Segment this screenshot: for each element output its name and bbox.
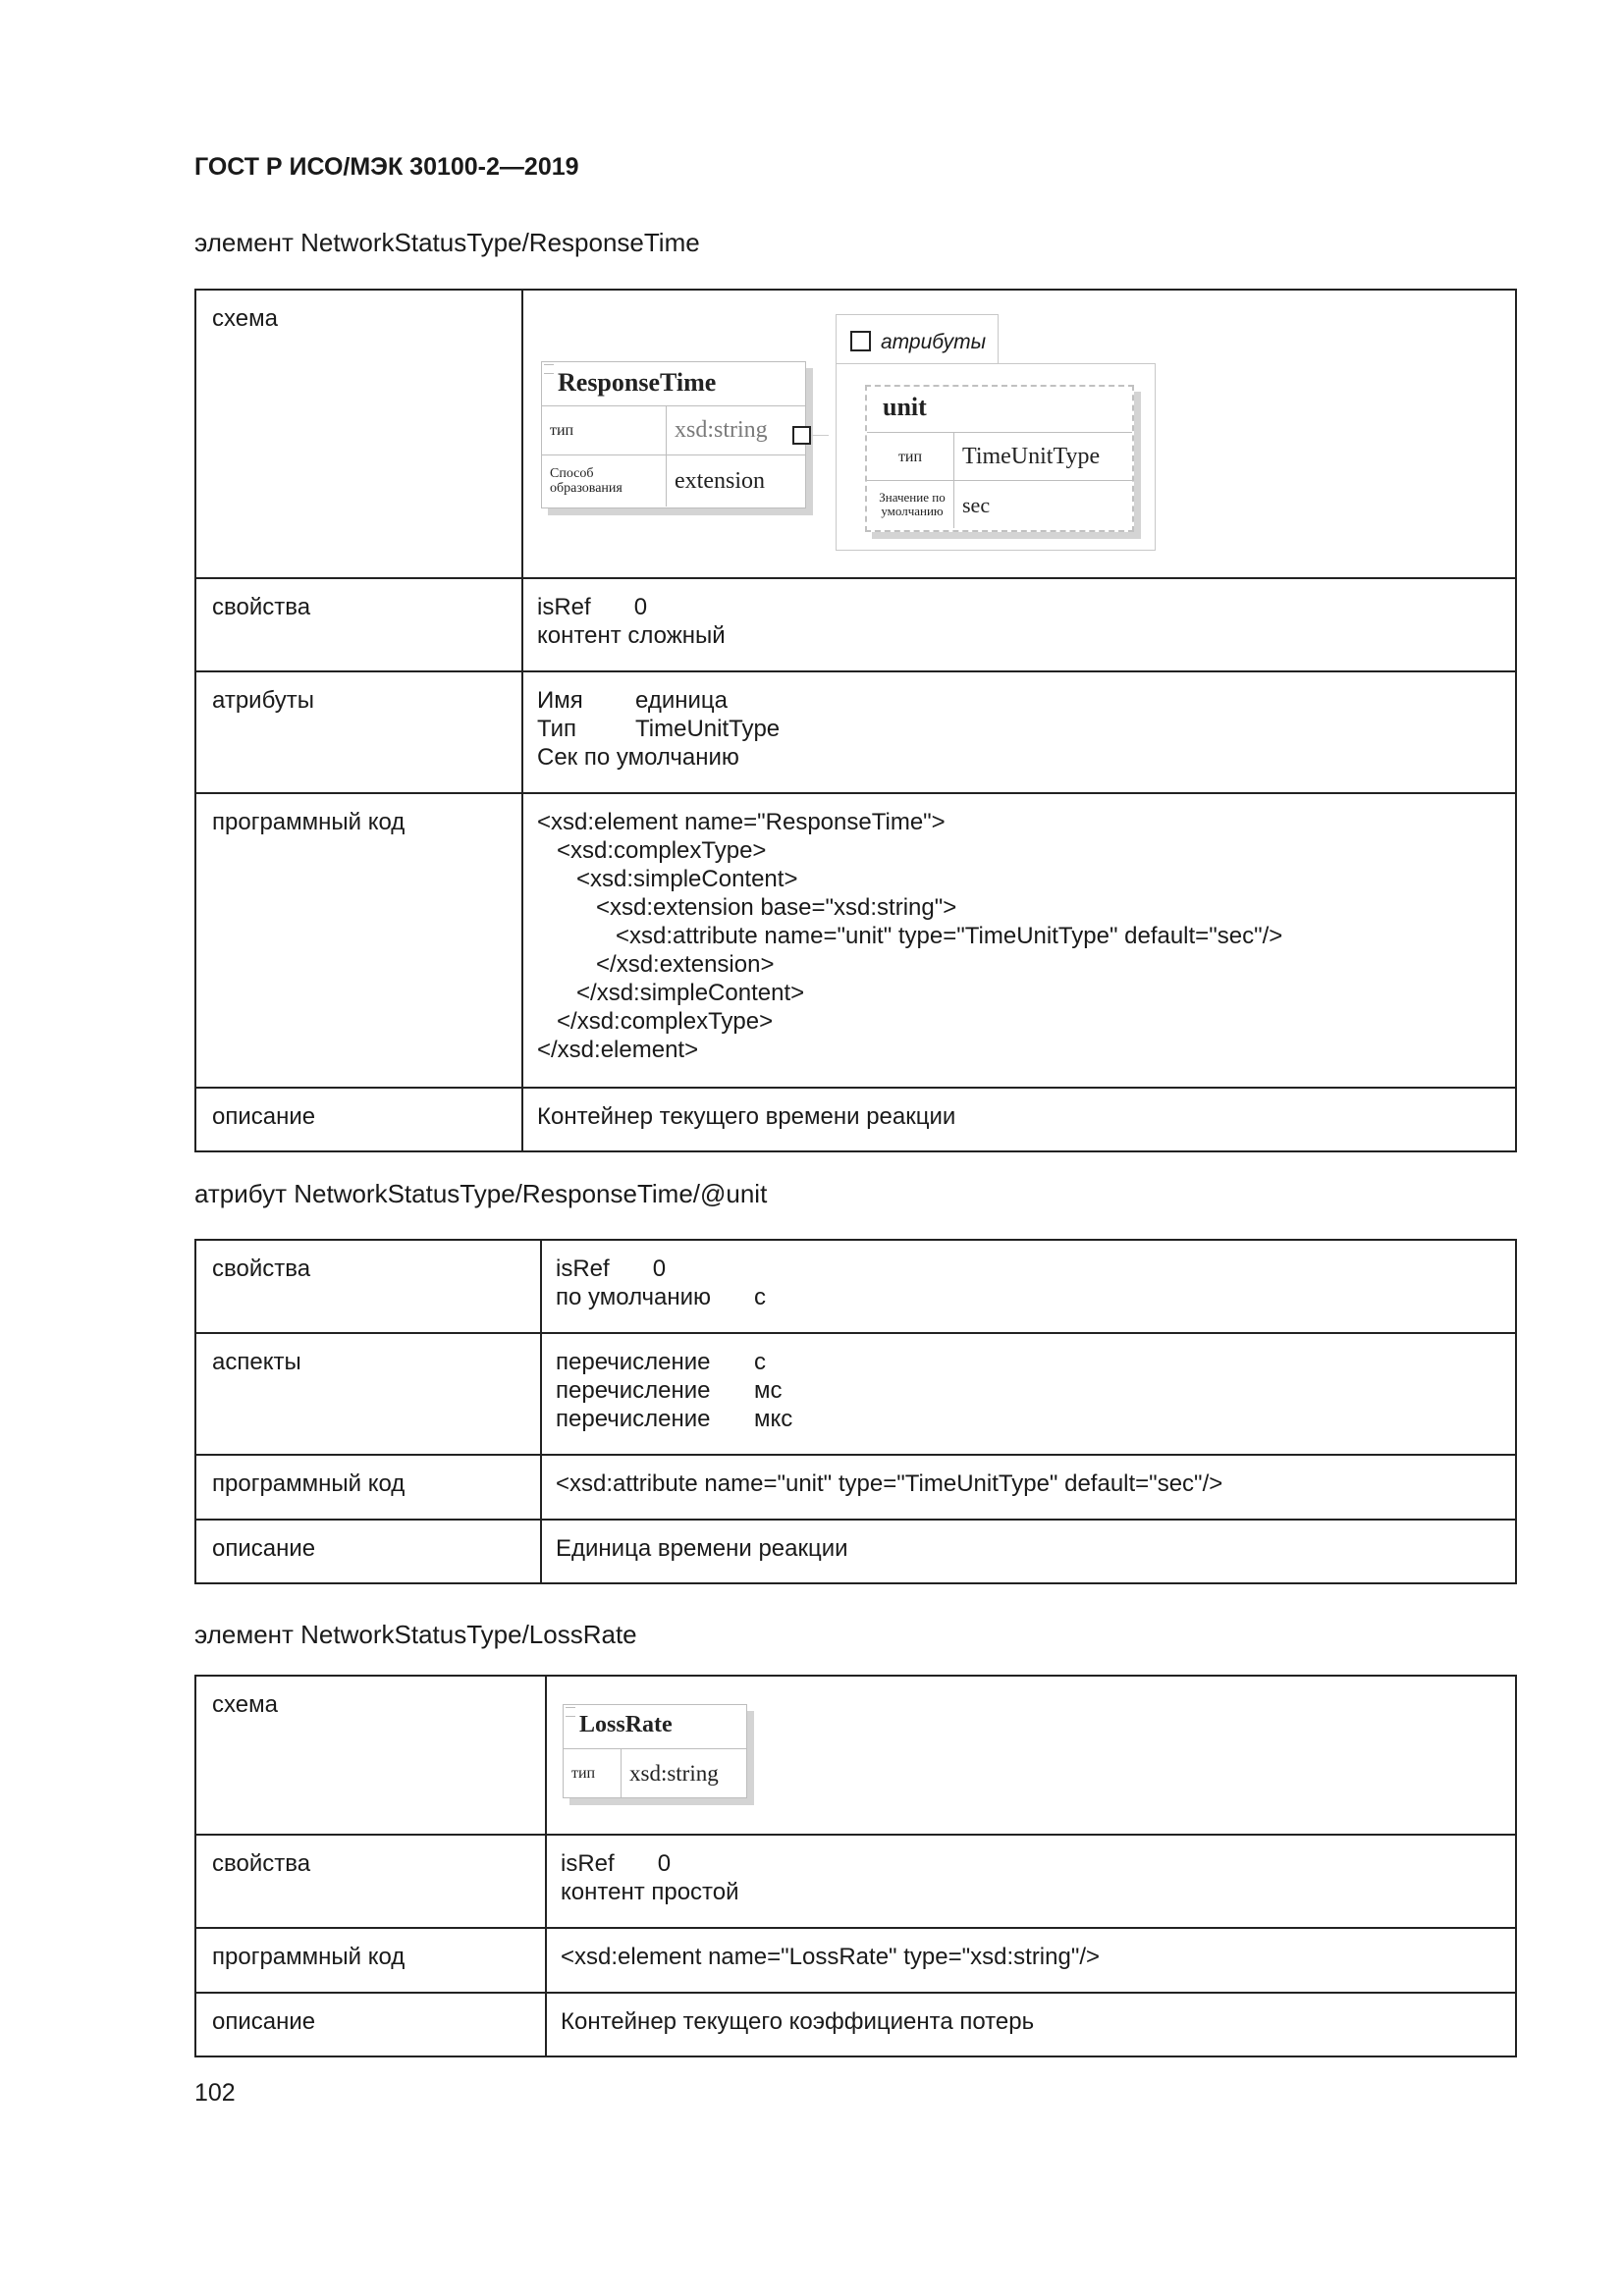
attr-type-label: тип <box>867 433 954 480</box>
attr-type-value: TimeUnitType <box>962 443 1101 469</box>
prop-default-value: с <box>754 1284 766 1310</box>
prop-isref-value: 0 <box>652 1255 667 1282</box>
table-loss-rate <box>194 1675 1517 2057</box>
type-label: тип <box>564 1749 622 1797</box>
table-unit-attribute <box>194 1239 1517 1584</box>
table-response-time <box>194 289 1517 1152</box>
attr-name-value: единица <box>635 687 728 714</box>
section-caption-loss-rate: элемент NetworkStatusType/LossRate <box>194 1620 637 1649</box>
method-value: extension <box>675 467 765 494</box>
label-properties: свойства <box>195 578 522 671</box>
row-description <box>195 1993 1516 2056</box>
method-label: Способ образования <box>542 455 667 507</box>
connector-line <box>811 435 829 436</box>
prop-default-name: по умолчанию <box>556 1284 712 1310</box>
prop-content: контент простой <box>561 1879 739 1905</box>
element-title: ResponseTime <box>558 368 717 397</box>
attr-default-value: sec <box>962 492 991 517</box>
description-text: Контейнер текущего коэффициента потерь <box>546 1993 1516 2056</box>
expand-square-icon <box>792 426 811 445</box>
code-line: <xsd:complexType> <box>537 837 767 864</box>
description-text: Контейнер текущего времени реакции <box>522 1088 1516 1151</box>
page-number: 102 <box>194 2079 236 2107</box>
row-properties <box>195 578 1516 671</box>
label-code: программный код <box>195 793 522 1088</box>
element-box-response-time <box>541 361 806 508</box>
prop-isref-value: 0 <box>657 1850 672 1877</box>
row-schema <box>195 1676 1516 1835</box>
label-code: программный код <box>195 1928 546 1993</box>
type-value: xsd:string <box>675 417 768 443</box>
element-title: LossRate <box>579 1712 673 1737</box>
attributes-group-tab <box>836 314 999 365</box>
row-properties <box>195 1240 1516 1333</box>
code-line: <xsd:attribute name="unit" type="TimeUnitType" default="sec"/> <box>537 923 1283 949</box>
label-properties: свойства <box>195 1835 546 1928</box>
prop-isref-value: 0 <box>633 594 648 620</box>
label-description: описание <box>195 1520 541 1583</box>
type-value: xsd:string <box>629 1761 719 1786</box>
row-code <box>195 793 1516 1088</box>
label-schema: схема <box>195 1676 546 1835</box>
facet-kind: перечисление <box>556 1349 711 1375</box>
row-properties <box>195 1835 1516 1928</box>
attr-name-key: Имя <box>537 687 583 714</box>
facet-value: мкс <box>754 1406 793 1432</box>
code-line: <xsd:element name="LossRate" type="xsd:string"/> <box>546 1928 1516 1993</box>
type-label: тип <box>542 406 667 454</box>
row-code <box>195 1455 1516 1520</box>
description-text: Единица времени реакции <box>541 1520 1516 1583</box>
row-facets <box>195 1333 1516 1455</box>
attribute-box-unit <box>865 385 1134 532</box>
facet-kind: перечисление <box>556 1377 711 1404</box>
row-description <box>195 1088 1516 1151</box>
prop-isref-name: isRef <box>556 1255 610 1282</box>
corner-mark <box>566 1707 575 1717</box>
code-line: <xsd:simpleContent> <box>537 866 798 892</box>
label-schema: схема <box>195 290 522 578</box>
attr-default: Сек по умолчанию <box>537 744 739 771</box>
corner-mark <box>544 364 554 374</box>
row-schema <box>195 290 1516 578</box>
checkbox-square-icon <box>850 331 871 351</box>
prop-content: контент сложный <box>537 622 726 649</box>
facet-kind: перечисление <box>556 1406 711 1432</box>
label-description: описание <box>195 1993 546 2056</box>
attr-default-label: Значение по умолчанию <box>867 481 954 528</box>
row-description <box>195 1520 1516 1583</box>
element-box-loss-rate <box>563 1704 747 1798</box>
document-header: ГОСТ Р ИСО/МЭК 30100-2—2019 <box>194 153 579 181</box>
label-properties: свойства <box>195 1240 541 1333</box>
label-description: описание <box>195 1088 522 1151</box>
label-code: программный код <box>195 1455 541 1520</box>
prop-isref-name: isRef <box>561 1850 615 1877</box>
code-line: <xsd:extension base="xsd:string"> <box>537 894 957 921</box>
code-line: </xsd:complexType> <box>537 1008 774 1035</box>
attribute-title: unit <box>883 393 927 421</box>
attributes-tab-label: атрибуты <box>881 331 987 353</box>
schema-diagram-response-time <box>523 291 1515 577</box>
label-attributes: атрибуты <box>195 671 522 793</box>
code-line: </xsd:element> <box>537 1037 699 1063</box>
section-caption-unit-attribute: атрибут NetworkStatusType/ResponseTime/@unit <box>194 1179 768 1208</box>
schema-diagram-loss-rate <box>547 1677 1514 1834</box>
code-line: <xsd:attribute name="unit" type="TimeUnitType" default="sec"/> <box>541 1455 1516 1520</box>
row-attributes <box>195 671 1516 793</box>
code-line: </xsd:simpleContent> <box>537 980 805 1006</box>
code-line: <xsd:element name="ResponseTime"> <box>537 809 946 835</box>
row-code <box>195 1928 1516 1993</box>
facet-value: с <box>754 1349 766 1375</box>
label-facets: аспекты <box>195 1333 541 1455</box>
prop-isref-name: isRef <box>537 594 591 620</box>
code-line: </xsd:extension> <box>537 951 775 978</box>
section-caption-response-time: элемент NetworkStatusType/ResponseTime <box>194 228 700 257</box>
attr-type-key: Тип <box>537 716 577 742</box>
attr-type-val: TimeUnitType <box>635 716 781 742</box>
facet-value: мс <box>754 1377 783 1404</box>
